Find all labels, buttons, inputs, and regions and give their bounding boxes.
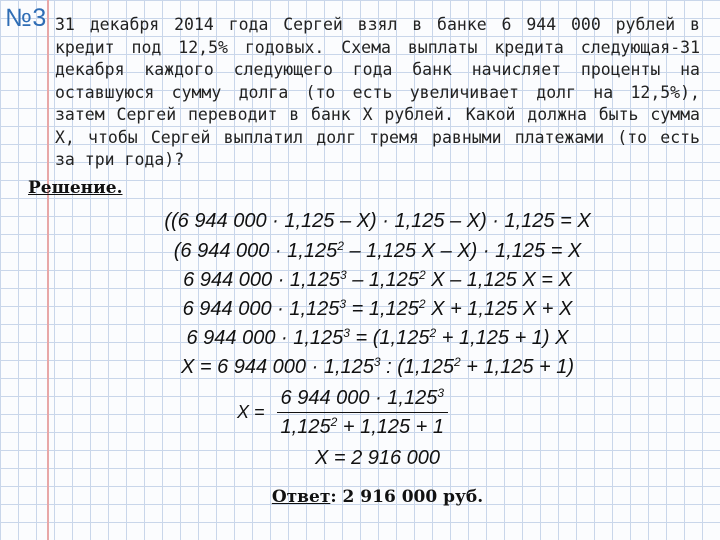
equation-3-part-a: 6 944 000 · 1,125 xyxy=(183,269,340,291)
equation-5-part-b: = (1,125 xyxy=(349,327,430,349)
equation-3 xyxy=(55,268,700,292)
solution-heading-label: Решение xyxy=(28,178,117,198)
equation-2-exponent: 2 xyxy=(337,239,344,253)
fraction-equation xyxy=(237,384,448,440)
notebook-margin-line xyxy=(47,0,49,540)
equation-6-exponent-1: 3 xyxy=(373,355,381,369)
equation-5 xyxy=(55,326,700,350)
equation-4 xyxy=(55,297,700,321)
denominator-text-b: + 1,125 + 1 xyxy=(337,415,445,438)
equation-2-part-a: (6 944 000 · 1,125 xyxy=(173,240,338,262)
equation-5-exponent-2: 2 xyxy=(429,326,437,340)
equation-6-part-a: X = 6 944 000 · 1,125 xyxy=(180,356,374,378)
result-equation: X = 2 916 000 xyxy=(314,447,441,469)
equation-3-part-c: X – 1,125 X = X xyxy=(425,269,572,291)
equation-4-exponent-2: 2 xyxy=(418,297,426,311)
equation-5-part-c: + 1,125 + 1) X xyxy=(436,327,569,349)
equation-4-part-b: = 1,125 xyxy=(346,298,419,320)
equation-1: ((6 944 000 · 1,125 – X) · 1,125 – X) · 1,125 = X xyxy=(164,210,591,232)
equation-3-exponent-1: 3 xyxy=(339,268,347,282)
equation-4-exponent-1: 3 xyxy=(339,297,347,311)
equation-5-exponent-1: 3 xyxy=(343,326,350,340)
equation-6 xyxy=(55,355,700,379)
denominator-exponent: 2 xyxy=(330,414,338,429)
equation-3-exponent-2: 2 xyxy=(418,268,426,282)
equation-2-part-b: – 1,125 X – X) · 1,125 = X xyxy=(343,240,582,262)
answer-value: : 2 916 000 руб. xyxy=(330,487,484,507)
equation-4-part-a: 6 944 000 · 1,125 xyxy=(182,298,340,320)
fraction-label: X = xyxy=(237,401,265,422)
fraction-denominator xyxy=(277,413,449,439)
equation-6-part-c: + 1,125 + 1) xyxy=(460,356,575,378)
equation-4-part-c: X + 1,125 X + X xyxy=(425,298,573,320)
equation-5-part-a: 6 944 000 · 1,125 xyxy=(186,327,344,349)
equation-6-part-b: : (1,125 xyxy=(380,356,454,378)
equation-2 xyxy=(55,239,700,263)
equation-3-part-b: – 1,125 xyxy=(346,269,419,291)
denominator-text-a: 1,125 xyxy=(280,415,331,438)
fraction-numerator xyxy=(277,386,448,413)
answer-label: Ответ xyxy=(271,487,331,507)
equation-6-exponent-2: 2 xyxy=(453,355,461,369)
answer-line xyxy=(55,487,700,507)
numerator-exponent: 3 xyxy=(437,385,445,400)
fraction xyxy=(277,386,449,439)
task-number: №3 xyxy=(5,4,47,32)
solution-heading xyxy=(28,178,122,198)
solution-heading-dot: . xyxy=(116,178,123,198)
numerator-text: 6 944 000 · 1,125 xyxy=(280,386,438,409)
problem-statement: 31 декабря 2014 года Сергей взял в банке 6 944 000 рублей в кредит под 12,5% годовых. Схема выплаты кредита следующая-31 декабря каждого следующего года банк начисляет проценты на оставшуюся сумму долга (то есть увеличивает долг на 12,5%), затем Сергей переводит в банк Х рублей. Какой должна быть сумма Х, чтобы Сергей выплатил долг тремя равными платежами (то есть за три года)? xyxy=(55,15,700,169)
